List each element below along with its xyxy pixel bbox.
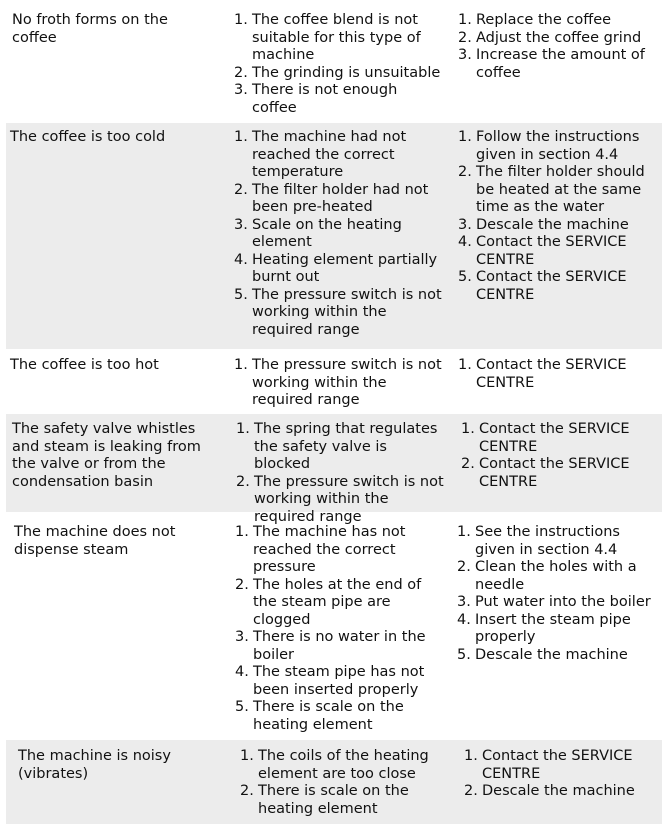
solution-item: 1. Contact the SERVICE CENTRE: [458, 357, 627, 391]
table-row: [6, 516, 662, 734]
cause-item: 4. Heating element partially burnt out: [234, 251, 438, 285]
problem-cell: The safety valve whistles and steam is leaking from the valve or from the condensation basin: [12, 421, 201, 490]
cause-item: 1. The spring that regulates the safety valve is blocked: [236, 421, 438, 472]
solution-item: 3. Put water into the boiler: [457, 594, 651, 610]
solution-item: 4. Contact the SERVICE CENTRE: [458, 234, 627, 268]
solution-item: 2. Contact the SERVICE CENTRE: [461, 456, 630, 490]
cause-item: 1. The machine had not reached the correct temperature: [234, 129, 407, 180]
cause-item: 1. The coils of the heating element are too close: [240, 748, 429, 782]
cause-item: 5. There is scale on the heating element: [235, 699, 404, 733]
table-row: [6, 357, 662, 411]
cause-item: 2. The grinding is unsuitable: [234, 64, 441, 81]
solution-item: 1. Follow the instructions given in section 4.4: [458, 129, 640, 163]
solution-item: 3. Descale the machine: [458, 216, 629, 233]
solution-item: 3. Increase the amount of coffee: [458, 47, 645, 81]
cause-item: 3. There is not enough coffee: [234, 82, 398, 116]
causes-list: [234, 12, 444, 117]
problem-cell: No froth forms on the coffee: [12, 12, 168, 46]
cause-item: 3. There is no water in the boiler: [235, 629, 426, 663]
cause-item: 1. The pressure switch is not working within the required range: [234, 357, 442, 408]
table-row: [6, 740, 662, 824]
causes-list: [234, 357, 444, 410]
table-row: [6, 414, 662, 525]
cause-item: 2. The holes at the end of the steam pipe are clogged: [235, 576, 422, 628]
solution-item: 1. Replace the coffee: [458, 12, 612, 28]
solution-item: 1. See the instructions given in section 4.4: [457, 524, 620, 558]
solution-item: 5. Contact the SERVICE CENTRE: [458, 269, 627, 303]
solutions-list: [458, 12, 650, 82]
solutions-list: [457, 524, 657, 664]
solution-item: 2. Descale the machine: [464, 783, 635, 799]
cause-item: 3. Scale on the heating element: [234, 216, 402, 250]
solution-item: 1. Contact the SERVICE CENTRE: [461, 421, 630, 455]
problem-cell: The coffee is too hot: [10, 357, 159, 373]
solution-item: 5. Descale the machine: [457, 646, 628, 663]
solutions-list: [461, 421, 651, 491]
cause-item: 1. The machine has not reached the correct pressure: [235, 524, 406, 575]
problem-cell: The machine does not dispense steam: [14, 524, 176, 558]
solutions-list: [464, 748, 654, 801]
problem-cell: The coffee is too cold: [10, 129, 166, 145]
table-row: [6, 12, 662, 118]
cause-item: 5. The pressure switch is not working within the required range: [234, 286, 442, 338]
solutions-list: [458, 129, 648, 304]
solution-item: 4. Insert the steam pipe properly: [457, 611, 631, 645]
table-row: [6, 123, 662, 349]
causes-list: [240, 748, 446, 818]
causes-list: [234, 129, 444, 339]
solution-item: 2. Clean the holes with a needle: [457, 559, 637, 593]
causes-list: [235, 524, 445, 734]
problem-cell: The machine is noisy (vibrates): [18, 748, 171, 782]
cause-item: 4. The steam pipe has not been inserted properly: [235, 664, 425, 698]
causes-list: [236, 421, 446, 526]
solution-item: 2. Adjust the coffee grind: [458, 29, 642, 46]
cause-item: 2. There is scale on the heating element: [240, 783, 409, 817]
solution-item: 1. Contact the SERVICE CENTRE: [464, 748, 633, 782]
cause-item: 1. The coffee blend is not suitable for this type of machine: [234, 12, 421, 63]
solution-item: 2. The filter holder should be heated at the same time as the water: [458, 164, 645, 215]
cause-item: 2. The pressure switch is not working within the required range: [236, 473, 444, 525]
cause-item: 2. The filter holder had not been pre-heated: [234, 181, 429, 215]
solutions-list: [458, 357, 648, 392]
